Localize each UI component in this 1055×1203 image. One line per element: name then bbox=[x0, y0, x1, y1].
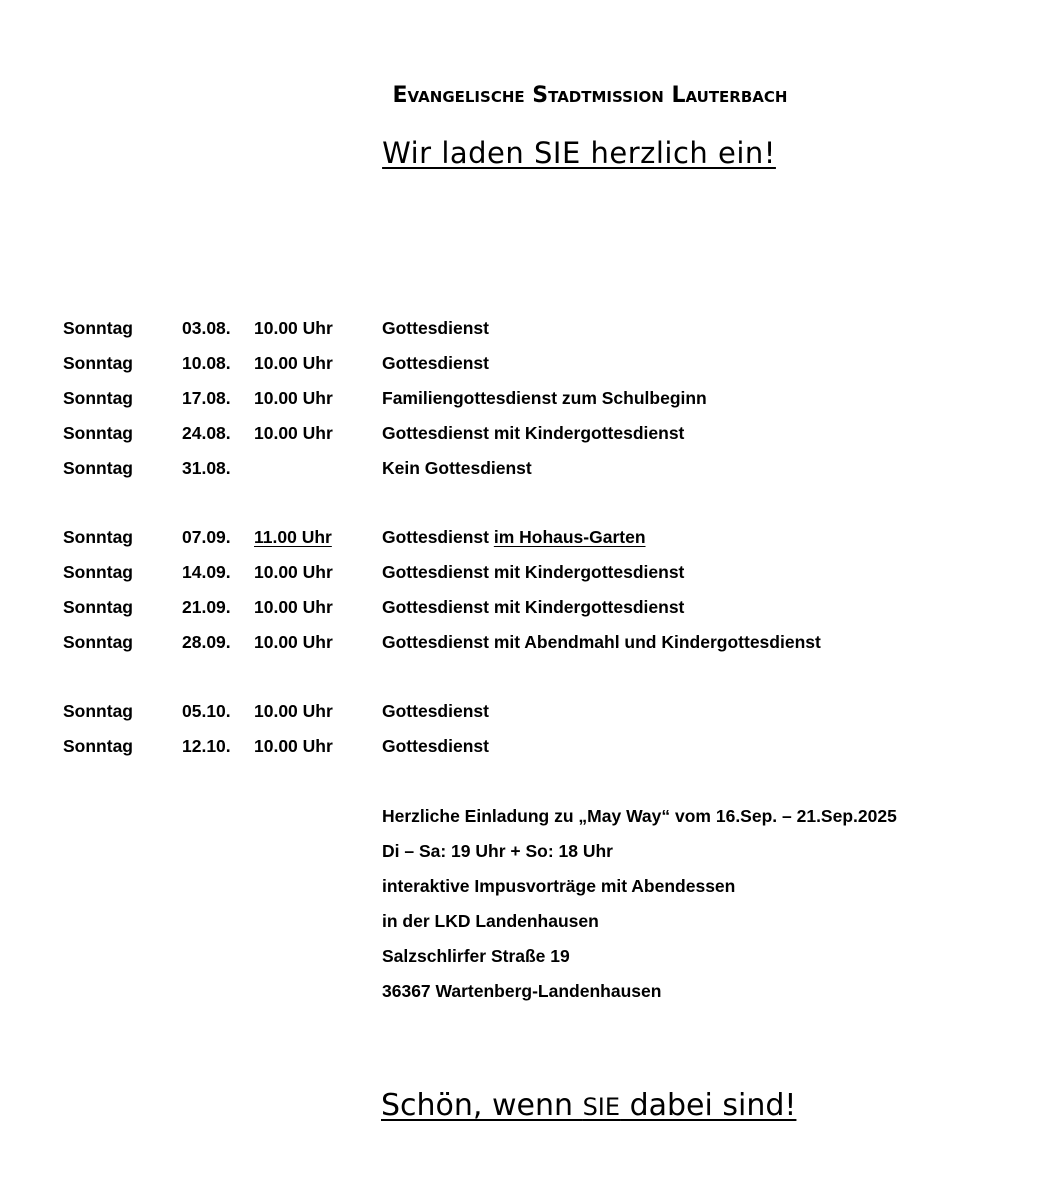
row-date: 21.09. bbox=[182, 597, 231, 617]
row-time: 10.00 Uhr bbox=[254, 632, 333, 652]
row-time: 10.00 Uhr bbox=[254, 353, 333, 373]
row-day: Sonntag bbox=[63, 318, 133, 338]
row-event: Gottesdienst mit Kindergottesdienst bbox=[382, 423, 685, 443]
row-date: 05.10. bbox=[182, 701, 231, 721]
row-event: Gottesdienst mit Abendmahl und Kindergottesdienst bbox=[382, 632, 821, 652]
schedule-row bbox=[63, 451, 1023, 486]
schedule-row bbox=[63, 590, 1023, 625]
closing-before: Schön, wenn bbox=[381, 1088, 583, 1123]
row-day: Sonntag bbox=[63, 562, 133, 582]
schedule-row bbox=[63, 694, 1023, 729]
row-day: Sonntag bbox=[63, 527, 133, 547]
row-time: 10.00 Uhr bbox=[254, 388, 333, 408]
row-date: 14.09. bbox=[182, 562, 231, 582]
row-event bbox=[382, 520, 646, 555]
schedule-row bbox=[63, 416, 1023, 451]
invitation-headline: Herzliche Einladung zu „May Way“ vom 16.Sep. – 21.Sep.2025 bbox=[382, 806, 897, 826]
row-day: Sonntag bbox=[63, 388, 133, 408]
row-event: Gottesdienst bbox=[382, 318, 489, 338]
closing-after: dabei sind! bbox=[620, 1088, 797, 1123]
row-event-prefix: Gottesdienst bbox=[382, 527, 494, 547]
schedule-row bbox=[63, 625, 1023, 660]
row-day: Sonntag bbox=[63, 597, 133, 617]
row-day: Sonntag bbox=[63, 736, 133, 756]
row-event: Gottesdienst bbox=[382, 701, 489, 721]
invitation-times: Di – Sa: 19 Uhr + So: 18 Uhr bbox=[382, 841, 613, 861]
schedule-row bbox=[63, 381, 1023, 416]
closing-line bbox=[381, 1084, 796, 1129]
invitation-street: Salzschlirfer Straße 19 bbox=[382, 946, 570, 966]
row-event: Gottesdienst bbox=[382, 353, 489, 373]
page-title: Evangelische Stadtmission Lauterbach bbox=[392, 83, 788, 108]
event-invitation bbox=[382, 799, 1022, 1009]
row-time: 10.00 Uhr bbox=[254, 318, 333, 338]
row-day: Sonntag bbox=[63, 701, 133, 721]
row-date: 31.08. bbox=[182, 458, 231, 478]
row-date: 07.09. bbox=[182, 527, 231, 547]
row-time: 10.00 Uhr bbox=[254, 597, 333, 617]
row-day: Sonntag bbox=[63, 423, 133, 443]
row-date: 12.10. bbox=[182, 736, 231, 756]
schedule-row bbox=[63, 729, 1023, 764]
schedule-row bbox=[63, 555, 1023, 590]
schedule-row bbox=[63, 520, 1023, 555]
invitation-city: 36367 Wartenberg-Landenhausen bbox=[382, 981, 662, 1001]
row-time: 10.00 Uhr bbox=[254, 423, 333, 443]
invitation-description: interaktive Impusvorträge mit Abendessen bbox=[382, 876, 736, 896]
row-date: 24.08. bbox=[182, 423, 231, 443]
row-event-location: im Hohaus-Garten bbox=[493, 527, 646, 547]
row-date: 17.08. bbox=[182, 388, 231, 408]
row-day: Sonntag bbox=[63, 458, 133, 478]
row-time: 11.00 Uhr bbox=[254, 527, 332, 547]
row-event: Gottesdienst mit Kindergottesdienst bbox=[382, 562, 685, 582]
row-day: Sonntag bbox=[63, 632, 133, 652]
row-time: 10.00 Uhr bbox=[254, 701, 333, 721]
row-event: Kein Gottesdienst bbox=[382, 458, 532, 478]
closing-sie: SIE bbox=[582, 1093, 621, 1121]
row-event: Gottesdienst mit Kindergottesdienst bbox=[382, 597, 685, 617]
row-time: 10.00 Uhr bbox=[254, 736, 333, 756]
row-date: 03.08. bbox=[182, 318, 231, 338]
row-time: 10.00 Uhr bbox=[254, 562, 333, 582]
row-day: Sonntag bbox=[63, 353, 133, 373]
row-event: Gottesdienst bbox=[382, 736, 489, 756]
schedule-row bbox=[63, 311, 1023, 346]
row-date: 10.08. bbox=[182, 353, 231, 373]
service-schedule bbox=[63, 311, 1023, 764]
schedule-row bbox=[63, 346, 1023, 381]
invitation-venue: in der LKD Landenhausen bbox=[382, 911, 599, 931]
page-subtitle: Wir laden SIE herzlich ein! bbox=[382, 136, 776, 170]
row-date: 28.09. bbox=[182, 632, 231, 652]
row-event: Familiengottesdienst zum Schulbeginn bbox=[382, 388, 707, 408]
